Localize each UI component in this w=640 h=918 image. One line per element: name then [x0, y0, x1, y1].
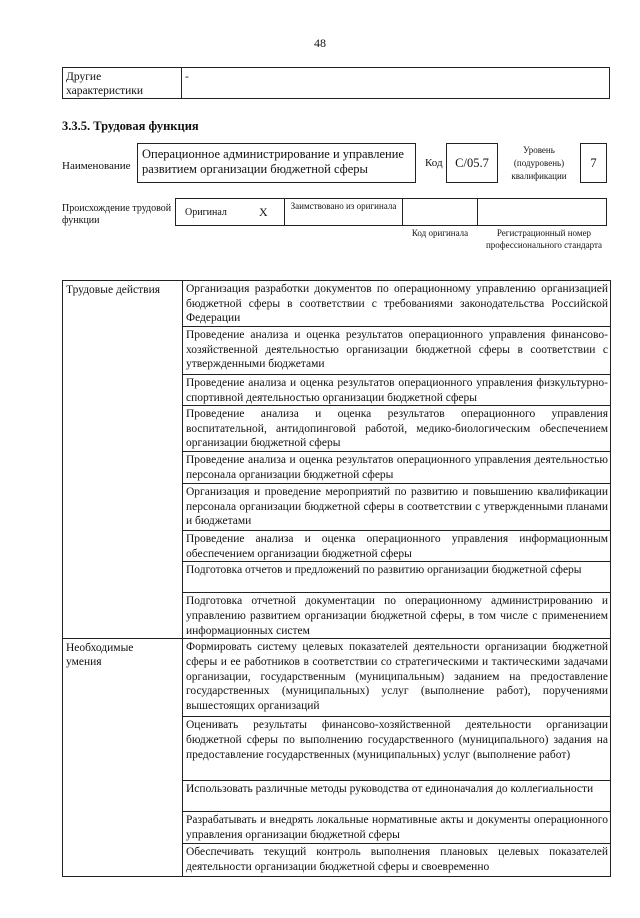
name-value-cell [137, 143, 416, 183]
code-value: С/05.7 [455, 156, 489, 170]
labor-action: Организация разработки документов по операционному управлению организацией бюджетной сферы в соответствии с требованиями законодательства Российской Федерации [186, 283, 608, 325]
level-value-cell [580, 143, 607, 183]
origin-code-cell [402, 198, 478, 226]
labor-action: Проведение анализа и оценка операционного управления информационным обеспечением организации бюджетной сферы [186, 533, 608, 560]
section-title: 3.3.5. Трудовая функция [62, 119, 199, 133]
labor-action-cell [183, 327, 611, 375]
skill: Разрабатывать и внедрять локальные нормативные акты и документы операционного управления организации бюджетной сферы [186, 814, 608, 841]
labor-action-cell [183, 484, 611, 531]
origin-label: Происхождение трудовой функции [62, 203, 172, 226]
code-original-caption: Код оригинала [411, 228, 469, 238]
origin-reg-cell [477, 198, 607, 226]
labor-action-cell [183, 562, 611, 593]
labor-action: Проведение анализа и оценка результатов операционного управления деятельностью персонала организации бюджетной сферы [186, 454, 608, 481]
skill-cell [183, 717, 611, 781]
labor-action: Организация и проведение мероприятий по развитию и повышению квалификации персонала организации бюджетной сферы в соответствии с утвержденными планами и бюджетами [186, 486, 608, 528]
labor-action: Проведение анализа и оценка результатов операционного управления финансово-хозяйственной деятельностью организации бюджетной сферы в соответствии с утвержденными бюджетами [186, 329, 608, 371]
labor-action: Подготовка отчетной документации по операционному администрированию и управлению развитием организации бюджетной сферы, в том числе с применением информационных систем [186, 595, 608, 637]
reg-number-caption: Регистрационный номер профессионального стандарта [485, 228, 603, 250]
labor-action-cell [183, 406, 611, 452]
skill-cell [183, 639, 611, 717]
labor-action: Проведение анализа и оценка результатов операционного управления физкультурно-спортивной деятельностью организации бюджетной сферы [186, 377, 608, 404]
origin-borrowed-label: Заимствовано из оригинала [290, 201, 397, 211]
name-label: Наименование [62, 160, 131, 172]
labor-actions-label: Трудовые действия [66, 284, 161, 296]
skills-label: Необходимые умения [66, 642, 134, 669]
skill-cell [183, 812, 611, 844]
labor-action: Подготовка отчетов и предложений по развитию организации бюджетной сферы [186, 564, 582, 577]
labor-action: Проведение анализа и оценка результатов операционного управления воспитательной, антидопинговой работой, медико-биологическим обеспечением организации бюджетной сферы [186, 408, 608, 450]
code-value-cell [446, 143, 498, 183]
other-characteristics-label: Другие характеристики [66, 71, 144, 97]
labor-action-cell [183, 593, 611, 639]
origin-original-label: Оригинал [185, 207, 227, 218]
name-value: Операционное администрирование и управление развитием организации бюджетной сферы [142, 147, 404, 176]
skill-cell [183, 844, 611, 877]
origin-borrowed-cell [284, 198, 403, 226]
origin-original-mark: X [259, 205, 268, 219]
level-label: Уровень (подуровень) квалификации [511, 145, 567, 181]
skill-row [63, 639, 611, 717]
other-characteristics-value: - [185, 71, 189, 83]
other-characteristics-label-cell [62, 67, 182, 99]
level-value: 7 [590, 156, 597, 170]
other-characteristics-value-cell [181, 67, 610, 99]
labor-action-cell [183, 375, 611, 406]
labor-action-cell [183, 452, 611, 484]
page-number: 48 [314, 36, 326, 50]
skill: Обеспечивать текущий контроль выполнения плановых целевых показателей деятельности организации бюджетной сферы и своевременно [186, 846, 608, 873]
skill: Использовать различные методы руководства от единоначалия до коллегиальности [186, 783, 594, 796]
skill: Оценивать результаты финансово-хозяйственной деятельности организации бюджетной сферы по выполнению государственного (муниципального) задания на предоставление государственных (муниципальных) услуг (выполнение работ) [186, 719, 608, 761]
labor-action-cell [183, 281, 611, 327]
skill: Формировать систему целевых показателей деятельности организации бюджетной сферы и ее работников в соответствии со стратегическими и тактическими задачами организации, государственным (муниципальным) заданием на предоставление государственных (муниципальных) услуг (выполнение работ), поручениями вышестоящих организаций [186, 641, 608, 712]
labor-action-cell [183, 531, 611, 562]
labor-action-row [63, 281, 611, 327]
skills-label-cell [63, 639, 183, 877]
labor-actions-label-cell [63, 281, 183, 639]
code-label: Код [425, 157, 443, 169]
labor-function-table [62, 280, 611, 877]
skill-cell [183, 781, 611, 812]
